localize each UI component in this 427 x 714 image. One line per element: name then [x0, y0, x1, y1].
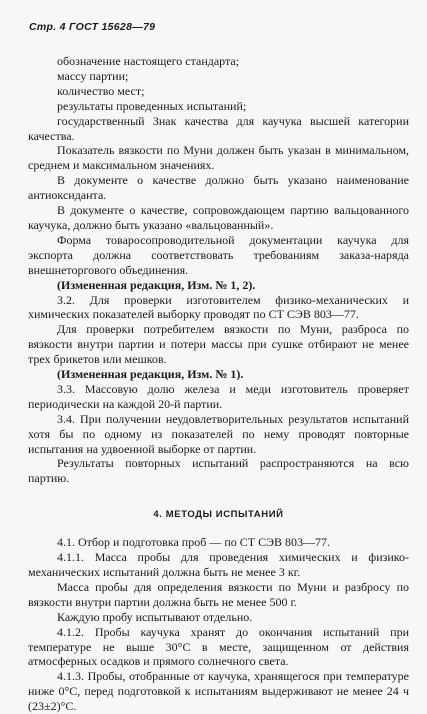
amendment-note: (Измененная редакция, Изм. № 1). — [57, 367, 244, 382]
paragraph: Форма товаросопроводительной документации каучука для экспорта должна соответствовать требованиям заказа-наряда внешнеторгового объединения. — [28, 232, 409, 277]
paragraph: Результаты повторных испытаний распространяются на всю партию. — [28, 456, 409, 486]
paragraph: Для проверки потребителем вязкости по Муни, разброса по вязкости внутри партии и потери массы при сушке отбирают не менее трех брикетов или мешков. — [28, 322, 409, 367]
paragraph: Каждую пробу испытывают отдельно. — [57, 609, 253, 624]
list-item: государственный Знак качества для каучука высшей категории качества. — [28, 113, 409, 143]
amendment-note: (Измененная редакция, Изм. № 1, 2). — [57, 277, 256, 292]
paragraph: 3.3. Массовую долю железа и меди изготовитель проверяет периодически на каждой 20-й партии. — [28, 381, 409, 411]
list-item: количество мест; — [57, 83, 145, 98]
paragraph: В документе о качестве должно быть указано наименование антиоксиданта. — [28, 173, 409, 203]
list-item: массу партии; — [57, 68, 129, 83]
page-header: Стр. 4 ГОСТ 15628—79 — [29, 21, 156, 33]
paragraph: 4.1.3. Пробы, отобранные от каучука, хранящегося при температуре ниже 0°С, перед подготовкой к испытаниям выдерживают не менее 24 ч (23±2)°С. — [28, 669, 409, 714]
paragraph: Масса пробы для определения вязкости по Муни и разбросу по вязкости внутри партии должна быть не менее 500 г. — [28, 579, 409, 609]
list-item: результаты проведенных испытаний; — [57, 98, 247, 113]
paragraph: 4.1.1. Масса пробы для проведения химических и физико-механических испытаний должна быть не менее 3 кг. — [28, 550, 409, 579]
paragraph: 3.4. При получении неудовлетворительных результатов испытаний хотя бы по одному из показателей по нему проводят повторные испытания на удвоенной выборке от партии. — [28, 411, 409, 456]
paragraph: 4.1. Отбор и подготовка проб — по СТ СЭВ 803—77. — [57, 535, 331, 550]
paragraph: Показатель вязкости по Муни должен быть указан в минимальном, среднем и максимальном значениях. — [28, 143, 409, 173]
document-body — [28, 54, 409, 714]
list-item: обозначение настоящего стандарта; — [57, 54, 240, 68]
paragraph: 3.2. Для проверки изготовителем физико-механических и химических показателей выборку проводят по СТ СЭВ 803—77. — [28, 292, 409, 322]
section-heading: 4. МЕТОДЫ ИСПЫТАНИЙ — [153, 509, 284, 521]
paragraph: 4.1.2. Пробы каучука хранят до окончания испытаний при температуре не выше 30°С в месте, защищенном от действия атмосферных осадков и прямого солнечного света. — [28, 624, 409, 669]
paragraph: В документе о качестве, сопровождающем партию вальцованного каучука, должно быть указано «вальцованный». — [28, 203, 409, 232]
